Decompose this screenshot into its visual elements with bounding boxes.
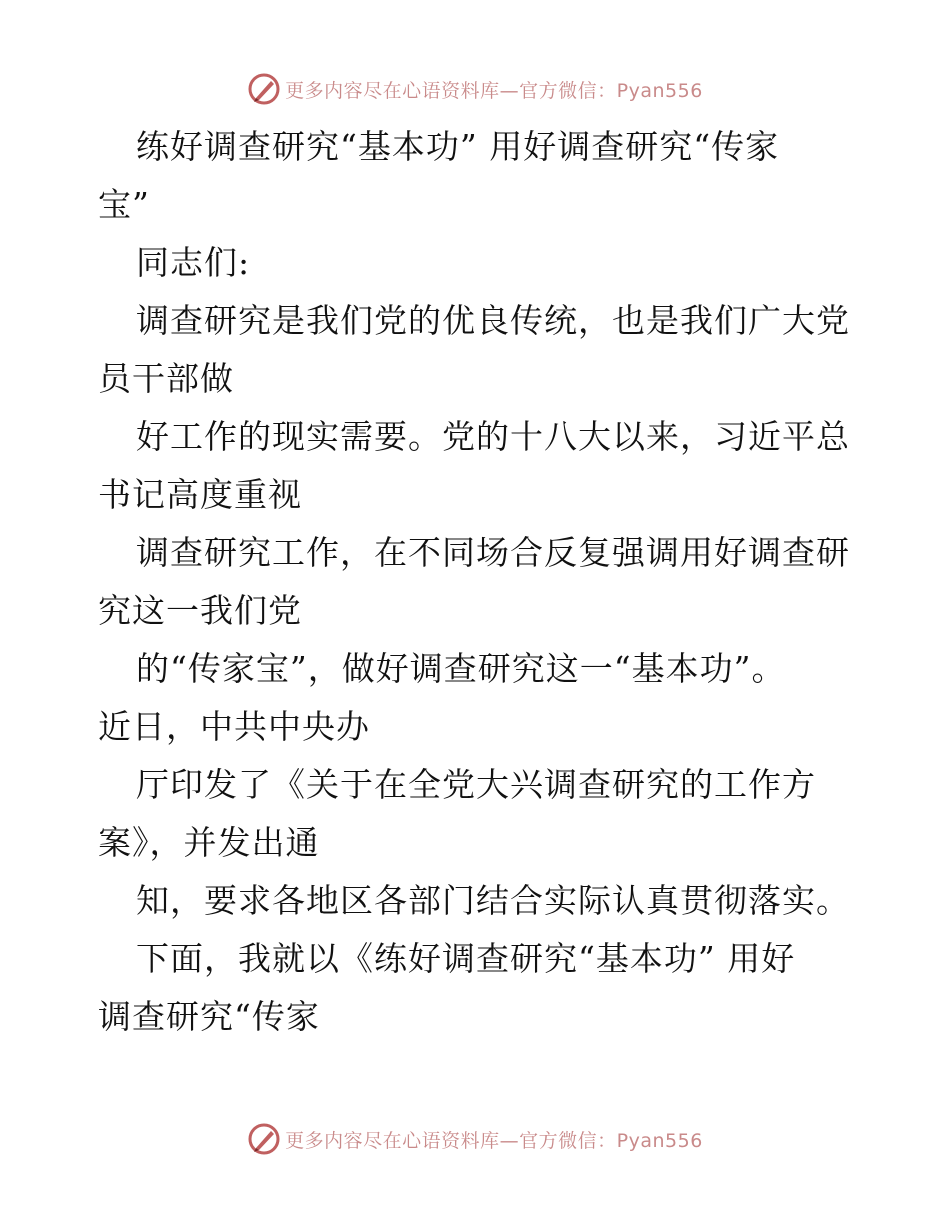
text-line: 书记高度重视 — [98, 475, 302, 514]
watermark-wechat-id: Pyan556 — [616, 1129, 703, 1152]
watermark-wechat-id: Pyan556 — [616, 79, 703, 102]
text-line: 调查研究工作，在不同场合反复强调用好调查研 — [136, 533, 850, 572]
watermark-prefix: 更多内容尽在心语资料库—官方微信： — [285, 1129, 617, 1152]
text-line: 知，要求各地区各部门结合实际认真贯彻落实。 — [136, 881, 850, 920]
footer-watermark — [0, 1122, 950, 1156]
text-line: 员干部做 — [98, 359, 234, 398]
watermark-text — [285, 76, 703, 103]
pen-logo-icon — [247, 72, 281, 106]
pen-logo-icon — [247, 1122, 281, 1156]
text-line: 练好调查研究“基本功” 用好调查研究“传家 — [136, 127, 780, 166]
text-line: 的“传家宝”，做好调查研究这一“基本功”。 — [136, 649, 786, 688]
text-line: 宝” — [98, 185, 150, 224]
text-line: 调查研究“传家 — [98, 997, 320, 1036]
watermark-text — [285, 1126, 703, 1153]
text-line: 好工作的现实需要。党的十八大以来，习近平总 — [136, 417, 850, 456]
watermark-prefix: 更多内容尽在心语资料库—官方微信： — [285, 79, 617, 102]
header-watermark — [0, 72, 950, 106]
text-line: 近日，中共中央办 — [98, 707, 370, 746]
text-line: 案》，并发出通 — [98, 823, 320, 862]
document-body — [98, 118, 858, 1046]
text-line: 下面，我就以《练好调查研究“基本功” 用好 — [136, 939, 796, 978]
text-line: 究这一我们党 — [98, 591, 302, 630]
text-line: 同志们: — [136, 243, 251, 282]
text-line: 调查研究是我们党的优良传统，也是我们广大党 — [136, 301, 850, 340]
text-line: 厅印发了《关于在全党大兴调查研究的工作方 — [136, 765, 816, 804]
